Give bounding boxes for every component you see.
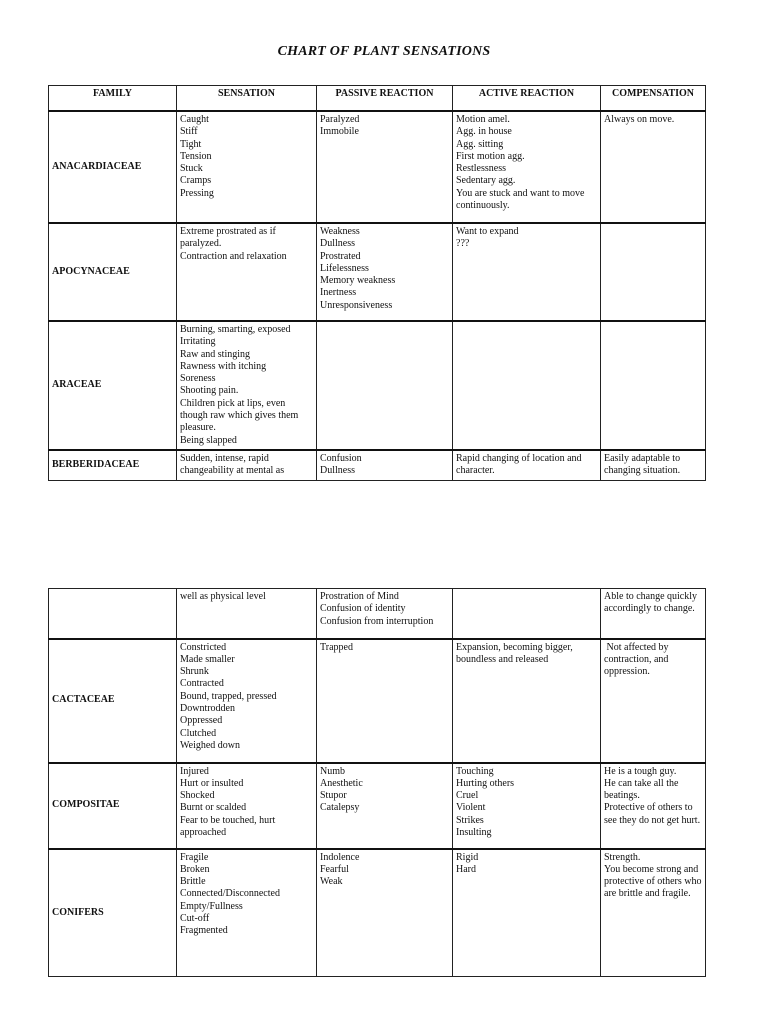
sensation-line: Sudden, intense, rapid changeability at mental as <box>180 452 285 477</box>
header-row <box>49 86 706 112</box>
passive-line: Weak <box>320 876 343 888</box>
compensation-cell <box>601 321 706 450</box>
sensation-line: Fragmented <box>180 925 228 937</box>
passive-cell <box>317 111 453 223</box>
sensation-line: Irritating <box>180 336 216 348</box>
sensation-line: Downtrodden <box>180 702 235 714</box>
sensation-cell <box>177 111 317 223</box>
active-line: Hurting others <box>456 777 515 789</box>
compensation-cell <box>601 223 706 321</box>
compensation-cell <box>601 763 706 849</box>
page-title: CHART OF PLANT SENSATIONS <box>277 44 491 59</box>
compensation-line: Easily adaptable to changing situation. <box>604 452 683 477</box>
sensation-table-top <box>48 85 706 481</box>
active-line: Agg. in house <box>456 126 512 138</box>
active-cell <box>453 450 601 480</box>
sensation-cell <box>177 763 317 849</box>
active-cell <box>453 589 601 639</box>
passive-line: Paralyzed <box>320 114 360 125</box>
sensation-line: Tension <box>180 150 212 162</box>
compensation-line: Able to change quickly accordingly to change. <box>604 591 700 615</box>
sensation-cell <box>177 589 317 639</box>
sensation-line: Shrunk <box>180 666 209 678</box>
sensation-line: Being slapped <box>180 434 237 446</box>
active-line: Touching <box>456 765 494 777</box>
header-active-reaction: ACTIVE REACTION <box>453 86 601 112</box>
sensation-line: Stiff <box>180 126 198 138</box>
sensation-line: well as physical level <box>180 591 266 602</box>
table-row <box>49 589 706 639</box>
passive-line: Anesthetic <box>320 777 363 789</box>
sensation-line: Caught <box>180 114 209 125</box>
table-row <box>49 450 706 480</box>
sensation-line: Cut-off <box>180 912 210 924</box>
compensation-line: You become strong and protective of others who are brittle and fragile. <box>604 863 704 900</box>
passive-line: Confusion of identity <box>320 603 406 615</box>
sensation-cell <box>177 223 317 321</box>
compensation-line: Not affected by contraction, and oppression. <box>604 641 672 678</box>
active-line: Strikes <box>456 814 484 826</box>
passive-line: Catalepsy <box>320 802 360 814</box>
passive-cell <box>317 450 453 480</box>
sensation-cell <box>177 849 317 977</box>
active-cell <box>453 111 601 223</box>
sensation-line: Fragile <box>180 851 209 863</box>
passive-line: Weakness <box>320 226 360 237</box>
sensation-line: Broken <box>180 863 210 875</box>
sensation-line: Connected/Disconnected <box>180 888 280 900</box>
active-cell <box>453 223 601 321</box>
active-line: Want to expand <box>456 226 519 237</box>
sensation-line: Injured <box>180 765 209 777</box>
table-row <box>49 321 706 450</box>
sensation-line: Pressing <box>180 187 214 199</box>
active-line: Restlessness <box>456 163 506 175</box>
passive-line: Fearful <box>320 863 349 875</box>
passive-line: Trapped <box>320 641 353 653</box>
compensation-cell <box>601 111 706 223</box>
family-cell: CACTACEAE <box>49 639 177 763</box>
table-row <box>49 763 706 849</box>
active-line: Rapid changing of location and character. <box>456 452 585 477</box>
header-compensation: COMPENSATION <box>601 86 706 112</box>
compensation-cell <box>601 849 706 977</box>
passive-line: Confusion from interruption <box>320 615 434 627</box>
sensation-line: Contracted <box>180 678 224 690</box>
passive-line: Inertness <box>320 287 357 299</box>
compensation-line: Protective of others to see they do not get hurt. <box>604 802 701 826</box>
family-cell: ANACARDIACEAE <box>49 111 177 223</box>
sensation-line: Bound, trapped, pressed <box>180 690 277 702</box>
passive-cell <box>317 321 453 450</box>
active-cell <box>453 639 601 763</box>
compensation-cell <box>601 589 706 639</box>
active-line: Violent <box>456 802 486 814</box>
passive-line: Dullness <box>320 238 355 250</box>
active-line: First motion agg. <box>456 150 525 162</box>
active-line: Sedentary agg. <box>456 175 516 187</box>
sensation-line: Contraction and relaxation <box>180 250 287 262</box>
family-cell: APOCYNACEAE <box>49 223 177 321</box>
table-row <box>49 223 706 321</box>
family-cell <box>49 589 177 639</box>
passive-line: Unresponsiveness <box>320 299 393 311</box>
compensation-cell <box>601 450 706 480</box>
passive-line: Prostrated <box>320 250 361 262</box>
passive-cell <box>317 849 453 977</box>
active-line: Motion amel. <box>456 114 510 125</box>
sensation-table-bottom <box>48 588 706 977</box>
passive-line: Indolence <box>320 851 360 863</box>
table-row <box>49 849 706 977</box>
active-line: Insulting <box>456 826 492 838</box>
family-cell: COMPOSITAE <box>49 763 177 849</box>
passive-line: Immobile <box>320 126 359 138</box>
sensation-line: Rawness with itching <box>180 360 267 372</box>
header-sensation: SENSATION <box>177 86 317 112</box>
sensation-line: Oppressed <box>180 715 223 727</box>
active-line: Expansion, becoming bigger, boundless and released <box>456 641 576 665</box>
active-line: ??? <box>456 238 470 250</box>
passive-line: Stupor <box>320 790 347 802</box>
active-cell <box>453 849 601 977</box>
passive-line: Dullness <box>320 465 355 477</box>
family-cell: ARACEAE <box>49 321 177 450</box>
active-line: Agg. sitting <box>456 138 504 150</box>
sensation-cell <box>177 321 317 450</box>
sensation-line: Burnt or scalded <box>180 802 247 814</box>
passive-cell <box>317 639 453 763</box>
passive-cell <box>317 589 453 639</box>
passive-line: Memory weakness <box>320 275 396 287</box>
sensation-line: Fear to be touched, hurt approached <box>180 814 278 838</box>
sensation-line: Hurt or insulted <box>180 777 244 789</box>
sensation-line: Shocked <box>180 790 215 802</box>
table-row <box>49 639 706 763</box>
sensation-line: Stuck <box>180 163 203 175</box>
passive-line: Confusion <box>320 452 362 464</box>
active-cell <box>453 763 601 849</box>
compensation-line: He can take all the beatings. <box>604 777 681 802</box>
passive-line: Prostration of Mind <box>320 591 399 602</box>
passive-line: Numb <box>320 765 345 777</box>
active-line: Cruel <box>456 790 479 802</box>
compensation-cell <box>601 639 706 763</box>
sensation-line: Soreness <box>180 373 216 385</box>
passive-cell <box>317 763 453 849</box>
sensation-line: Made smaller <box>180 653 235 665</box>
sensation-line: Cramps <box>180 175 212 187</box>
table-row <box>49 111 706 223</box>
active-cell <box>453 321 601 450</box>
active-line: Rigid <box>456 851 479 863</box>
sensation-line: Constricted <box>180 641 227 653</box>
sensation-line: Extreme prostrated as if paralyzed. <box>180 226 279 250</box>
sensation-line: Shooting pain. <box>180 385 239 397</box>
active-line: You are stuck and want to move continuously. <box>456 187 587 212</box>
sensation-line: Weighed down <box>180 739 241 751</box>
header-family: FAMILY <box>49 86 177 112</box>
header-passive-reaction: PASSIVE REACTION <box>317 86 453 112</box>
active-line: Hard <box>456 863 476 875</box>
sensation-line: Clutched <box>180 727 217 739</box>
passive-line: Lifelessness <box>320 262 369 274</box>
family-cell: CONIFERS <box>49 849 177 977</box>
compensation-line: Strength. <box>604 851 641 863</box>
compensation-line: Always on move. <box>604 114 675 125</box>
sensation-line: Brittle <box>180 876 206 888</box>
family-cell: BERBERIDACEAE <box>49 450 177 480</box>
sensation-cell <box>177 639 317 763</box>
sensation-line: Raw and stinging <box>180 348 250 360</box>
sensation-line: Children pick at lips, even though raw which gives them pleasure. <box>180 397 301 434</box>
sensation-line: Tight <box>180 138 202 150</box>
sensation-cell <box>177 450 317 480</box>
sensation-line: Empty/Fullness <box>180 900 243 912</box>
sensation-line: Burning, smarting, exposed <box>180 324 291 335</box>
passive-cell <box>317 223 453 321</box>
compensation-line: He is a tough guy. <box>604 765 677 777</box>
